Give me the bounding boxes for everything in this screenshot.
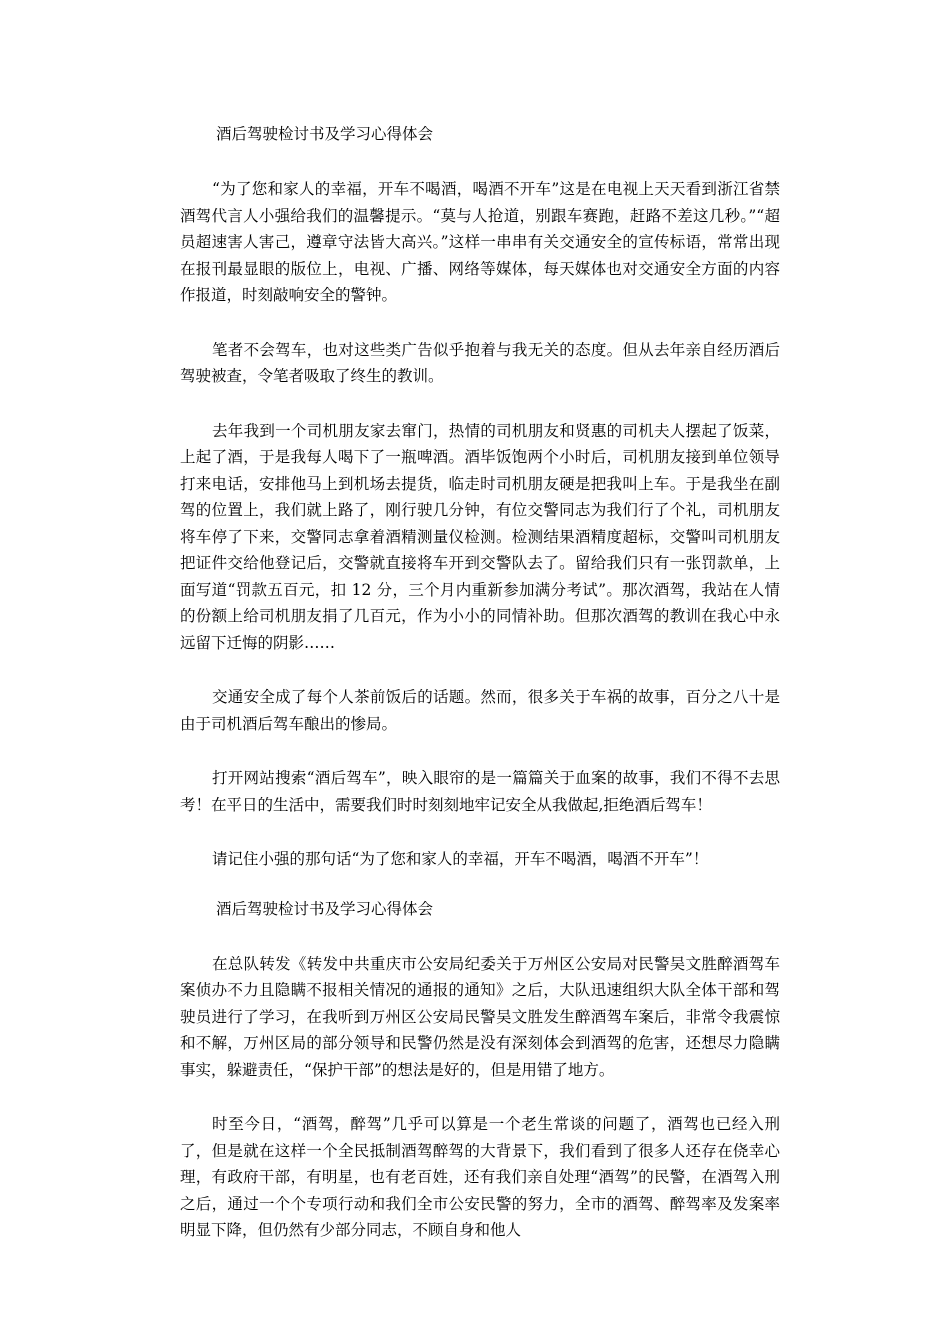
paragraph-remember-slogan: 请记住小强的那句话“为了您和家人的幸福，开车不喝酒，喝酒不开车”！ — [212, 850, 709, 868]
document-title-second: 酒后驾驶检讨书及学习心得体会 — [216, 899, 434, 918]
paragraph-incident-story: 去年我到一个司机朋友家去窜门，热情的司机朋友和贤惠的司机夫人摆起了饭菜，上起了酒，于是我每人喝下了一瓶啤酒。酒毕饭饱两个小时后，司机朋友接到单位领导打来电话，安排他马上到机场去提货，临走时司机朋友硬是把我叫上车。于是我坐在副驾的位置上，我们就上路了，刚行驶几分钟，有位交警同志为我们行了个礼，司机朋友将车停了下来，交警同志拿着酒精测量仪检测。检测结果酒精度超标，交警叫司机朋友把证件交给他登记后，交警就直接将车开到交警队去了。留给我们只有一张罚款单，上面写道“罚款五百元，扣 12 分，三个月内重新参加满分考试”。那次酒驾，我站在人情的份额上给司机朋友捐了几百元，作为小小的同情补助。但那次酒驾的教训在我心中永远留下迁悔的阴影…… — [180, 421, 780, 652]
paragraph-search-reflection: 打开网站搜索“酒后驾车”，映入眼帘的是一篇篇关于血案的故事，我们不得不去思考！在平日的生活中，需要我们时时刻刻地牢记安全从我做起,拒绝酒后驾车！ — [180, 769, 780, 814]
document-title: 酒后驾驶检讨书及学习心得体会 — [216, 125, 434, 143]
paragraph-author-experience: 笔者不会驾车，也对这些类广告似乎抱着与我无关的态度。但从去年亲自经历酒后驾驶被查，令笔者吸取了终生的教训。 — [180, 340, 780, 385]
paragraph-slogan: “为了您和家人的幸福，开车不喝酒，喝酒不开车”这是在电视上天天看到浙江省禁酒驾代言人小强给我们的温馨提示。“莫与人抢道，别跟车赛跑，赶路不差这几秒。”“超员超速害人害己，遵章守法皆大高兴。”这样一串串有关交通安全的宣传标语，常常出现在报刊最显眼的版位上，电视、广播、网络等媒体，每天媒体也对交通安全方面的内容作报道，时刻敲响安全的警钟。 — [180, 180, 780, 304]
paragraph-notice-study: 在总队转发《转发中共重庆市公安局纪委关于万州区公安局对民警吴文胜醉酒驾车案侦办不力且隐瞒不报相关情况的通报的通知》之后，大队迅速组织大队全体干部和驾驶员进行了学习，在我听到万州区公安局民警吴文胜发生醉酒驾车案后，非常令我震惊和不解，万州区局的部分领导和民警仍然是没有深刻体会到酒驾的危害，还想尽力隐瞒事实，躲避责任，“保护干部”的想法是好的，但是用错了地方。 — [180, 954, 780, 1079]
paragraph-traffic-safety-topic: 交通安全成了每个人茶前饭后的话题。然而，很多关于车祸的故事，百分之八十是由于司机酒后驾车酿出的惨局。 — [180, 688, 780, 733]
paragraph-drunk-driving-issue: 时至今日，“酒驾，醉驾”几乎可以算是一个老生常谈的问题了，酒驾也已经入刑了，但是就在这样一个全民抵制酒驾醉驾的大背景下，我们看到了很多人还存在侥幸心理，有政府干部，有明星，也有老百姓，还有我们亲自处理“酒驾”的民警，在酒驾入刑之后，通过一个个专项行动和我们全市公安民警的努力，全市的酒驾、醉驾率及发案率明显下降，但仍然有少部分同志，不顾自身和他人 — [180, 1115, 780, 1239]
document-page — [180, 120, 780, 1272]
